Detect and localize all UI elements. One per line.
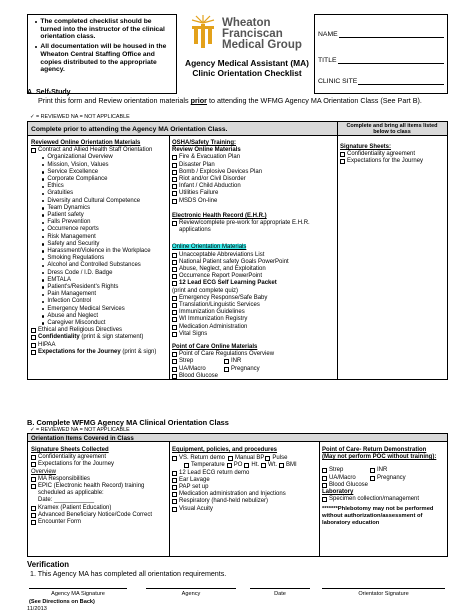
item-label: Service Excellence — [47, 168, 99, 175]
item-label: Expectations for the Journey — [38, 461, 115, 468]
item-label: Confidentiality (print & sign statement) — [38, 334, 144, 341]
checklist-item[interactable] — [172, 331, 336, 338]
verification-statement: 1. This Agency MA has completed all orientation requirements. — [30, 570, 227, 578]
item-label: INR — [377, 467, 388, 474]
checklist-item[interactable] — [172, 302, 336, 309]
checklist-item[interactable] — [31, 483, 168, 497]
item-label: Corporate Compliance — [47, 176, 108, 183]
notice-box — [27, 14, 177, 94]
checklist-item[interactable] — [172, 484, 318, 491]
list-item — [31, 255, 168, 262]
item-label: Ethical and Religious Directives — [38, 327, 123, 334]
date-field[interactable]: Date: ____________ — [38, 497, 95, 504]
checklist-item[interactable] — [172, 491, 318, 498]
item-label: Team Dynamics — [47, 204, 91, 211]
checklist-item[interactable] — [31, 349, 168, 356]
item-label: Blood Glucose — [179, 372, 219, 379]
item-label: Mission, Vision, Values — [47, 161, 109, 168]
checkbox[interactable] — [31, 455, 36, 460]
poc-demo-row — [322, 482, 447, 489]
item-label: All documentation will be housed in the Wheaton Central Staffing Office and copies distributed to the appropriate agency. — [40, 43, 167, 74]
page-title: Agency Medical Assistant (MA) Clinic Orientation Checklist — [185, 58, 309, 78]
list-item — [31, 291, 168, 298]
item-label: Disaster Plan — [179, 161, 215, 168]
overview-title: Overview — [31, 468, 57, 475]
bullet-icon — [35, 21, 37, 23]
item-label: Occurrence Report PowerPoint — [179, 273, 263, 280]
list-item — [31, 176, 168, 183]
checkbox[interactable] — [172, 296, 177, 301]
checkbox[interactable] — [172, 281, 177, 286]
vs-return-demo-checkbox[interactable] — [172, 456, 177, 461]
bullet-icon — [42, 164, 44, 166]
item-label: Bomb / Explosive Devices Plan — [179, 168, 263, 175]
checklist-item[interactable] — [31, 327, 168, 334]
item-label: Confidentiality agreement — [347, 151, 416, 158]
item-label: Occurrence reports — [47, 226, 99, 233]
checkbox[interactable] — [172, 507, 177, 512]
checklist-item[interactable] — [172, 252, 336, 259]
item-label: Safety and Security — [47, 240, 100, 247]
checklist-item[interactable] — [172, 324, 336, 331]
item-label: Utilities Failure — [179, 190, 219, 197]
bmi-checkbox[interactable] — [279, 463, 284, 468]
list-item — [31, 262, 168, 269]
checklist-item[interactable] — [340, 151, 446, 158]
checkbox[interactable] — [31, 148, 36, 153]
checkbox[interactable] — [172, 471, 177, 476]
section-a-legend: ✓ = REVIEWED NA = NOT APPLICABLE — [30, 114, 130, 120]
checklist-item[interactable] — [172, 169, 336, 176]
item-label: UA/Macro — [329, 474, 356, 481]
checkbox[interactable] — [31, 513, 36, 518]
item-label: Patient's/Resident's Rights — [47, 284, 119, 291]
item-label: Respiratory (hand-held nebulizer) — [179, 498, 269, 505]
list-item — [31, 219, 168, 226]
item-label: Alcohol and Controlled Substances — [47, 262, 141, 269]
clinic-site-label: CLINIC SITE — [318, 78, 358, 85]
agency-label: Agency — [181, 591, 201, 597]
checkbox[interactable] — [370, 468, 375, 473]
item-label: Kramex (Patient Education) — [38, 504, 112, 511]
item-label: Encounter Form — [38, 519, 82, 526]
osha-column — [172, 140, 336, 380]
poc-row — [172, 358, 336, 365]
item-label: Strep — [329, 467, 344, 474]
item-label: 12 Lead ECG return demo — [179, 469, 250, 476]
online-materials-title: Online Orientation Materials — [172, 244, 247, 251]
item-label: 12 Lead ECG Self Learning Packet — [179, 280, 277, 287]
bullet-icon — [42, 279, 44, 281]
item-label: Unacceptable Abbreviations List — [179, 251, 265, 258]
checkbox[interactable] — [31, 350, 36, 355]
item-label: EPIC (Electronic health Record) training scheduled as applicable: — [38, 483, 145, 497]
ht-checkbox[interactable] — [244, 463, 249, 468]
item-label: Strep — [179, 358, 194, 365]
checkbox[interactable] — [322, 483, 327, 488]
item-label: Specimen collection/management — [329, 496, 420, 503]
checkbox[interactable] — [172, 155, 177, 160]
checkbox[interactable] — [172, 253, 177, 258]
item-label: Medication Administration — [179, 323, 248, 330]
checklist-item[interactable] — [31, 454, 168, 461]
ehr-title: Electronic Health Record (E.H.R.) — [172, 212, 267, 219]
section-b-table — [27, 441, 448, 557]
osha-title: OSHA/Safety Training: — [172, 140, 237, 146]
agency-line[interactable] — [146, 588, 236, 589]
checkbox[interactable] — [172, 274, 177, 279]
checkbox[interactable] — [172, 163, 177, 168]
item-label: Ethics — [47, 183, 64, 190]
item-label: PAP set up — [179, 484, 209, 491]
checklist-item[interactable] — [172, 183, 336, 190]
item-label: Caregiver Misconduct — [47, 320, 106, 327]
item-label: Confidentiality agreement — [38, 454, 107, 461]
item-label: Harassment/Violence in the Workplace — [47, 248, 151, 255]
checkbox[interactable] — [172, 221, 177, 226]
checklist-item[interactable] — [172, 154, 336, 161]
list-item — [31, 298, 168, 305]
item-label: Emergency Response/Safe Baby — [179, 294, 268, 301]
checklist-item[interactable] — [172, 220, 336, 234]
checkbox[interactable] — [172, 325, 177, 330]
collected-column — [31, 447, 168, 526]
checkbox[interactable] — [322, 476, 327, 481]
list-item — [31, 183, 168, 190]
item-label: Emergency Medical Services — [47, 305, 125, 312]
item-label: Pregnancy — [231, 365, 260, 372]
clinic-site-field[interactable] — [358, 78, 444, 85]
poc-demo-row — [322, 467, 447, 474]
bullet-icon — [42, 193, 44, 195]
checkbox[interactable] — [172, 374, 177, 379]
checkbox[interactable] — [172, 492, 177, 497]
list-item — [31, 313, 168, 320]
item-label: Advanced Beneficiary Notice/Code Correct — [38, 511, 153, 518]
section-a-table — [27, 135, 448, 380]
item-label: Patient safety — [47, 212, 84, 219]
item-label: Pain Management — [47, 291, 97, 298]
list-item — [31, 226, 168, 233]
checkbox[interactable] — [172, 352, 177, 357]
item-note: (print and complete quiz) — [172, 287, 239, 294]
checkbox[interactable] — [172, 499, 177, 504]
agency-ma-signature-line[interactable] — [29, 588, 127, 589]
checklist-item[interactable] — [172, 198, 336, 205]
verification-heading: Verification — [27, 560, 70, 569]
bullet-icon — [42, 258, 44, 260]
equipment-title: Equipment, policies, and procedures — [172, 447, 278, 453]
checklist-item[interactable] — [31, 505, 168, 512]
item-label: Medication administration and Injections — [179, 491, 286, 498]
checklist-item[interactable] — [172, 316, 336, 323]
bullet-icon — [42, 301, 44, 303]
poc-row — [172, 373, 336, 380]
item-label: Smoking Regulations — [47, 255, 105, 262]
checklist-item[interactable] — [31, 334, 168, 341]
checkbox[interactable] — [172, 199, 177, 204]
agency-ma-signature-label: Agency MA Signature — [51, 591, 105, 597]
bullet-icon — [35, 46, 37, 48]
checklist-item[interactable] — [340, 158, 446, 165]
poc-title: Point of Care Online Materials — [172, 344, 258, 351]
list-item — [31, 190, 168, 197]
checkbox[interactable] — [31, 462, 36, 467]
list-item — [30, 18, 173, 41]
list-item — [31, 234, 168, 241]
item-label: Infection Control — [47, 298, 92, 305]
checklist-item[interactable] — [172, 259, 336, 266]
checkbox[interactable] — [340, 159, 345, 164]
bullet-icon — [42, 250, 44, 252]
checkbox[interactable] — [172, 478, 177, 483]
date-label: Date — [274, 591, 286, 597]
list-item — [31, 162, 168, 169]
item-label: Translation/Linguistic Services — [179, 302, 260, 309]
poc-row — [172, 366, 336, 373]
section-a-heading: A. Self-Study — [27, 89, 71, 96]
section-b-legend: ✓ = REVIEWED NA = NOT APPLICABLE — [30, 427, 130, 433]
checklist-item[interactable] — [172, 176, 336, 183]
item-label: Expectations for the Journey — [347, 158, 424, 165]
list-item — [31, 154, 168, 161]
section-a-bar-right: Complete and bring all items listed below to class — [346, 123, 438, 136]
checklist-item[interactable] — [172, 280, 336, 294]
section-b-bar-label: Orientation Items Covered in Class — [31, 435, 134, 442]
item-label: Infant / Child Abduction — [179, 183, 241, 190]
checkbox[interactable] — [172, 260, 177, 265]
checkbox[interactable] — [370, 476, 375, 481]
checklist-item[interactable] — [172, 162, 336, 169]
checkbox[interactable] — [172, 317, 177, 322]
item-label: UA/Macro — [179, 365, 206, 372]
checklist-item[interactable] — [322, 496, 447, 503]
org-name-line3: Medical Group — [222, 39, 302, 51]
section-a-bar — [27, 121, 448, 136]
po-checkbox[interactable] — [227, 463, 232, 468]
list-item — [31, 277, 168, 284]
item-label: Risk Management — [47, 233, 96, 240]
title-field[interactable] — [338, 57, 444, 64]
bullet-icon — [42, 265, 44, 267]
checkbox[interactable] — [31, 343, 36, 348]
bullet-icon — [42, 178, 44, 180]
bullet-icon — [42, 214, 44, 216]
section-b-heading: B. Complete WFMG Agency MA Clinical Orientation Class — [27, 418, 229, 427]
checklist-item[interactable] — [172, 309, 336, 316]
bullet-icon — [42, 229, 44, 231]
list-item — [30, 43, 173, 74]
item-label: The completed checklist should be turned into the instructor of the clinical orientation class. — [40, 18, 165, 41]
checkbox[interactable] — [172, 485, 177, 490]
item-label: Expectations for the Journey (print & sign) — [38, 348, 157, 355]
bullet-icon — [42, 286, 44, 288]
item-label: Point of Care Regulations Overview — [179, 351, 275, 358]
pulse-checkbox[interactable] — [265, 456, 270, 461]
item-label: Pregnancy — [377, 474, 406, 481]
item-label: Ear Lavage — [179, 476, 210, 483]
checkbox[interactable] — [172, 303, 177, 308]
identification-box — [314, 14, 448, 94]
item-label: National Patient safety Goals PowerPoint — [179, 258, 289, 265]
item-label: Fire & Evacuation Plan — [179, 154, 241, 161]
item-label: HIPAA — [38, 341, 56, 348]
online-materials-column — [31, 140, 168, 356]
item-label: Diversity and Cultural Competence — [47, 197, 141, 204]
checklist-item[interactable] — [31, 342, 168, 349]
checklist-item[interactable] — [172, 190, 336, 197]
checkbox[interactable] — [224, 367, 229, 372]
item-label: Dress Code / I.D. Badge — [47, 269, 113, 276]
checkbox[interactable] — [172, 191, 177, 196]
checkbox[interactable] — [31, 506, 36, 511]
org-name-line2: Franciscan — [222, 28, 283, 40]
checkbox[interactable] — [172, 359, 177, 364]
checkbox[interactable] — [172, 267, 177, 272]
bullet-icon — [42, 322, 44, 324]
list-item — [31, 241, 168, 248]
org-logo — [190, 14, 305, 54]
equipment-column: Equipment, policies, and procedures VS. Return demo Manual BP Pulse Temperature PO Ht. Wt. BMI 12 Lead ECG return demo Ear Lavage PAP set up Medication administration and Injections Respiratory (hand-held nebulizer) Visual Acuity — [172, 447, 318, 513]
checkbox[interactable] — [31, 520, 36, 525]
bullet-icon — [42, 186, 44, 188]
checkbox[interactable] — [31, 484, 36, 489]
checkbox[interactable] — [31, 335, 36, 340]
bullet-icon — [42, 207, 44, 209]
checkbox[interactable] — [31, 477, 36, 482]
franciscan-emblem-icon — [190, 14, 220, 52]
checkbox[interactable] — [322, 497, 327, 502]
org-name-line1: Wheaton — [222, 17, 271, 29]
orientator-signature-label: Orientator Signature — [358, 591, 409, 597]
item-label: Blood Glucose — [329, 481, 369, 488]
wt-checkbox[interactable] — [261, 463, 266, 468]
phlebotomy-note: *******Phlebotomy may not be performed without authorization/assessment of laboratory education — [322, 506, 434, 527]
list-item — [31, 270, 168, 277]
revision-date: 11/2013 — [27, 606, 47, 612]
item-label: Abuse, Neglect, and Exploitation — [179, 266, 266, 273]
signature-sheets-title: Signature Sheets: — [340, 144, 392, 150]
poc-demo-subtitle: (May not perform POC without training): — [322, 454, 437, 461]
bullet-icon — [42, 243, 44, 245]
list-item — [31, 205, 168, 212]
name-label: NAME — [318, 31, 338, 38]
checkbox[interactable] — [172, 177, 177, 182]
item-label: Organizational Overview — [47, 154, 113, 161]
checklist-item[interactable] — [31, 519, 168, 526]
signature-sheets-column — [340, 144, 446, 166]
osha-subtitle: Review Online Materials — [172, 147, 241, 154]
item-label: Contract and Allied Health Staff Orientation — [38, 147, 153, 154]
bullet-icon — [42, 157, 44, 159]
item-label: Review/complete pre-work for appropriate E.H.R. applications — [179, 220, 310, 234]
laboratory-title: Laboratory — [322, 489, 354, 496]
bullet-icon — [42, 272, 44, 274]
item-label: Immunization Guidelines — [179, 309, 245, 316]
date-line[interactable] — [250, 588, 310, 589]
checkbox[interactable] — [172, 332, 177, 337]
checkbox[interactable] — [224, 359, 229, 364]
poc-demo-row — [322, 475, 447, 482]
item-label: Gratuities — [47, 190, 74, 197]
checklist-item[interactable] — [31, 147, 168, 154]
bullet-icon — [42, 222, 44, 224]
bullet-icon — [42, 171, 44, 173]
item-label: MSDS On-line — [179, 197, 218, 204]
item-label: WI Immunization Registry — [179, 316, 248, 323]
checkbox[interactable] — [172, 170, 177, 175]
manual-bp-checkbox[interactable] — [228, 456, 233, 461]
checklist-item[interactable] — [31, 461, 168, 468]
list-item — [31, 198, 168, 205]
list-item — [31, 212, 168, 219]
signature-sheets-collected-title: Signature Sheets Collected — [31, 447, 109, 453]
bullet-icon — [42, 308, 44, 310]
checklist-item[interactable] — [172, 477, 318, 484]
item-label: Falls Prevention — [47, 219, 91, 226]
list-item — [31, 306, 168, 313]
list-item — [31, 169, 168, 176]
bullet-icon — [42, 294, 44, 296]
item-label: Vital Signs — [179, 330, 208, 337]
checkbox[interactable] — [31, 328, 36, 333]
name-field[interactable] — [339, 31, 444, 38]
title-label: TITLE — [318, 57, 337, 64]
checkbox[interactable] — [172, 184, 177, 189]
list-item — [31, 320, 168, 327]
directions-note: (See Directions on Back) — [29, 599, 95, 605]
checklist-item[interactable] — [172, 266, 336, 273]
item-label: MA Responsibilities — [38, 475, 91, 482]
item-label: Visual Acuity — [179, 505, 213, 512]
checklist-item[interactable] — [172, 470, 318, 477]
section-a-bar-left: Complete prior to attending the Agency MA Orientation Class. — [31, 126, 228, 133]
bullet-icon — [42, 236, 44, 238]
temperature-checkbox[interactable] — [184, 463, 189, 468]
poc-demo-column — [322, 447, 447, 527]
checklist-item[interactable] — [172, 273, 336, 280]
checkbox[interactable] — [172, 367, 177, 372]
checklist-item[interactable] — [172, 498, 318, 505]
list-item — [31, 248, 168, 255]
poc-demo-title: Point of Care- Return Demonstration — [322, 447, 427, 453]
poc-row — [172, 351, 336, 358]
bullet-icon — [42, 200, 44, 202]
orientator-signature-line[interactable] — [322, 588, 445, 589]
section-a-instructions: Print this form and Review orientation materials prior to attending the WFMG Agency MA Orientation Class (See Part B). — [38, 96, 422, 105]
checklist-item[interactable] — [31, 476, 168, 483]
bullet-icon — [42, 315, 44, 317]
item-label: EMTALA — [47, 276, 71, 283]
checklist-item[interactable] — [172, 295, 336, 302]
item-label: Riot and/or Civil Disorder — [179, 176, 246, 183]
item-label: INR — [231, 358, 242, 365]
item-label: Abuse and Neglect — [47, 312, 99, 319]
list-item — [31, 284, 168, 291]
col1-title: Reviewed Online Orientation Materials — [31, 140, 141, 146]
checklist-item[interactable] — [172, 506, 318, 513]
checkbox[interactable] — [172, 310, 177, 315]
checkbox[interactable] — [322, 468, 327, 473]
checklist-item[interactable] — [31, 512, 168, 519]
checkbox[interactable] — [340, 152, 345, 157]
